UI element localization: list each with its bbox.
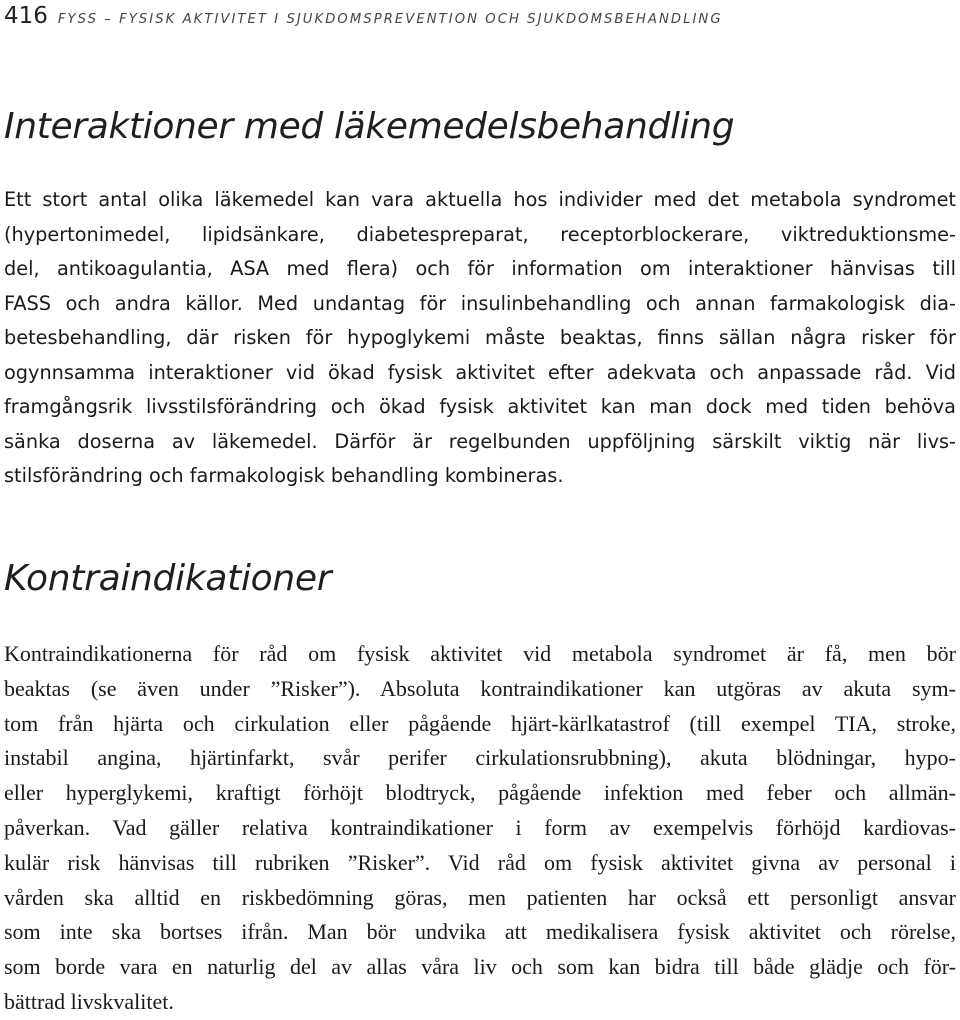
paragraph-contraindications [4,637,956,1020]
page-number: 416 [4,3,48,29]
text-line: tom från hjärta och cirkulation eller pågående hjärt-kärlkatastrof (till exempel TIA, stroke, [4,710,956,736]
text-line: framgångsrik livsstilsförändring och ökad fysisk aktivitet kan man dock med tiden behöva [4,395,956,418]
section-heading-contraindications: Kontraindikationer [4,558,332,599]
text-line: (hypertonimedel, lipidsänkare, diabetespreparat, receptorblockerare, viktreduktionsme- [4,222,956,246]
running-header [4,2,723,34]
paragraph-interactions [4,183,956,494]
text-line: sänka doserna av läkemedel. Därför är regelbunden uppföljning särskilt viktig när livs- [4,429,956,453]
text-line: bättrad livskvalitet. [4,988,174,1014]
text-line: FASS och andra källor. Med undantag för insulinbehandling och annan farmakologisk dia- [4,291,956,315]
section-heading-interactions: Interaktioner med läkemedelsbehandling [4,106,735,147]
text-line: som inte ska bortses ifrån. Man bör undvika att medikalisera fysisk aktivitet och rörelse, [4,919,956,945]
running-title: FYSS – FYSISK AKTIVITET I SJUKDOMSPREVENTION OCH SJUKDOMSBEHANDLING [57,12,723,27]
text-line: instabil angina, hjärtinfarkt, svår perifer cirkulationsrubbning), akuta blödningar, hypo- [4,745,956,771]
text-line: ogynnsamma interaktioner vid ökad fysisk aktivitet efter adekvata och anpassade råd. Vid [4,360,956,384]
text-line: Ett stort antal olika läkemedel kan vara aktuella hos individer med det metabola syndromet [4,188,956,211]
text-line: del, antikoagulantia, ASA med flera) och för information om interaktioner hänvisas till [4,257,956,280]
text-line: vården ska alltid en riskbedömning göras, men patienten har också ett personligt ansvar [4,884,956,910]
text-line: betesbehandling, där risken för hypoglykemi måste beaktas, finns sällan några risker för [4,326,956,349]
text-line: stilsförändring och farmakologisk behandling kombineras. [4,464,564,487]
text-line: beaktas (se även under ”Risker”). Absoluta kontraindikationer kan utgöras av akuta sym- [4,675,956,701]
text-line: kulär risk hänvisas till rubriken ”Risker”. Vid råd om fysisk aktivitet givna av personal i [4,849,956,875]
text-line: Kontraindikationerna för råd om fysisk aktivitet vid metabola syndromet är få, men bör [4,641,956,666]
text-line: eller hyperglykemi, kraftigt förhöjt blodtryck, pågående infektion med feber och allmän- [4,780,956,806]
text-line: som borde vara en naturlig del av allas våra liv och som kan bidra till både glädje och för- [4,954,956,980]
text-line: påverkan. Vad gäller relativa kontraindikationer i form av exempelvis förhöjd kardiovas- [4,814,956,840]
